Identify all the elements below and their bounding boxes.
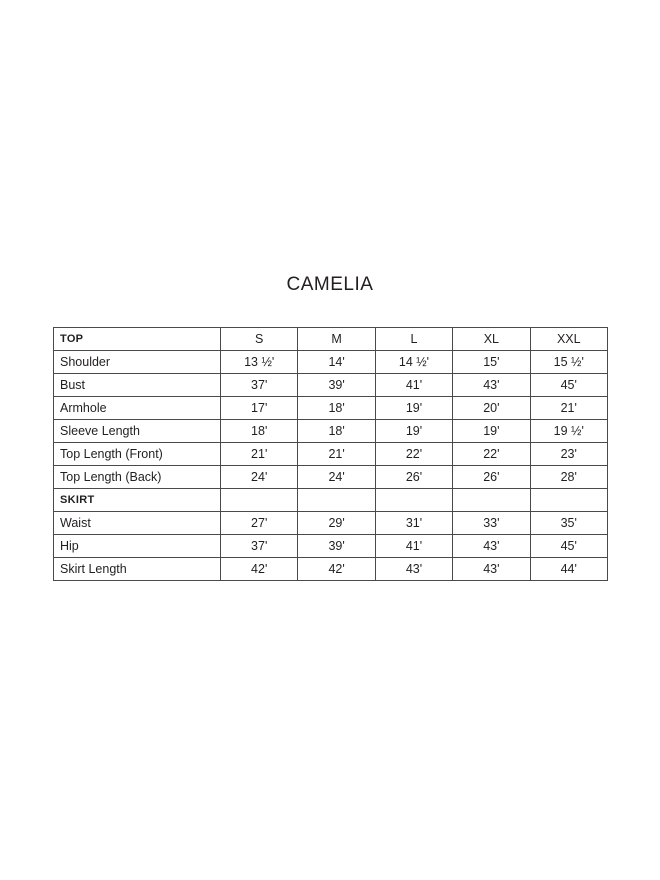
measurement-value: 27' (221, 512, 298, 535)
measurement-value: 19' (453, 420, 530, 443)
measurement-value: 23' (530, 443, 607, 466)
section-spacer-cell (453, 489, 530, 512)
measurement-value: 39' (298, 535, 375, 558)
measurement-value: 19 ½' (530, 420, 607, 443)
section-label-skirt: SKIRT (54, 489, 221, 512)
measurement-label: Top Length (Back) (54, 466, 221, 489)
measurement-value: 26' (453, 466, 530, 489)
measurement-value: 24' (221, 466, 298, 489)
measurement-value: 19' (375, 420, 452, 443)
measurement-label: Shoulder (54, 351, 221, 374)
measurement-value: 41' (375, 374, 452, 397)
measurement-label: Armhole (54, 397, 221, 420)
table-row (54, 351, 608, 374)
measurement-value: 20' (453, 397, 530, 420)
measurement-value: 33' (453, 512, 530, 535)
table-row (54, 558, 608, 581)
page-title: CAMELIA (286, 274, 374, 295)
measurement-value: 43' (453, 558, 530, 581)
section-spacer-cell (298, 489, 375, 512)
table-header-row (54, 328, 608, 351)
section-spacer-cell (375, 489, 452, 512)
measurement-value: 35' (530, 512, 607, 535)
size-chart-table-wrapper (53, 327, 607, 581)
measurement-value: 31' (375, 512, 452, 535)
measurement-value: 15 ½' (530, 351, 607, 374)
measurement-value: 28' (530, 466, 607, 489)
measurement-value: 45' (530, 374, 607, 397)
table-row (54, 420, 608, 443)
measurement-value: 18' (298, 420, 375, 443)
size-header-xl: XL (453, 328, 530, 351)
section-label-top: TOP (54, 328, 221, 351)
measurement-label: Waist (54, 512, 221, 535)
measurement-value: 21' (530, 397, 607, 420)
measurement-value: 43' (453, 374, 530, 397)
measurement-value: 13 ½' (221, 351, 298, 374)
measurement-value: 21' (298, 443, 375, 466)
section-row-skirt (54, 489, 608, 512)
table-row (54, 397, 608, 420)
table-row (54, 443, 608, 466)
measurement-value: 21' (221, 443, 298, 466)
measurement-value: 45' (530, 535, 607, 558)
measurement-value: 26' (375, 466, 452, 489)
measurement-value: 18' (221, 420, 298, 443)
size-header-m: M (298, 328, 375, 351)
measurement-value: 22' (453, 443, 530, 466)
measurement-value: 14' (298, 351, 375, 374)
measurement-value: 37' (221, 535, 298, 558)
size-chart-table (53, 327, 608, 581)
measurement-value: 19' (375, 397, 452, 420)
section-spacer-cell (530, 489, 607, 512)
measurement-value: 17' (221, 397, 298, 420)
measurement-value: 42' (221, 558, 298, 581)
table-row (54, 512, 608, 535)
measurement-label: Top Length (Front) (54, 443, 221, 466)
table-row (54, 466, 608, 489)
measurement-value: 43' (453, 535, 530, 558)
size-header-l: L (375, 328, 452, 351)
measurement-value: 24' (298, 466, 375, 489)
measurement-value: 15' (453, 351, 530, 374)
measurement-label: Sleeve Length (54, 420, 221, 443)
measurement-value: 18' (298, 397, 375, 420)
measurement-value: 37' (221, 374, 298, 397)
section-spacer-cell (221, 489, 298, 512)
measurement-value: 43' (375, 558, 452, 581)
measurement-value: 44' (530, 558, 607, 581)
measurement-value: 22' (375, 443, 452, 466)
measurement-label: Hip (54, 535, 221, 558)
measurement-value: 29' (298, 512, 375, 535)
measurement-label: Skirt Length (54, 558, 221, 581)
size-chart-body (54, 328, 608, 581)
measurement-value: 14 ½' (375, 351, 452, 374)
measurement-value: 41' (375, 535, 452, 558)
measurement-label: Bust (54, 374, 221, 397)
size-header-s: S (221, 328, 298, 351)
table-row (54, 374, 608, 397)
measurement-value: 42' (298, 558, 375, 581)
table-row (54, 535, 608, 558)
measurement-value: 39' (298, 374, 375, 397)
size-header-xxl: XXL (530, 328, 607, 351)
